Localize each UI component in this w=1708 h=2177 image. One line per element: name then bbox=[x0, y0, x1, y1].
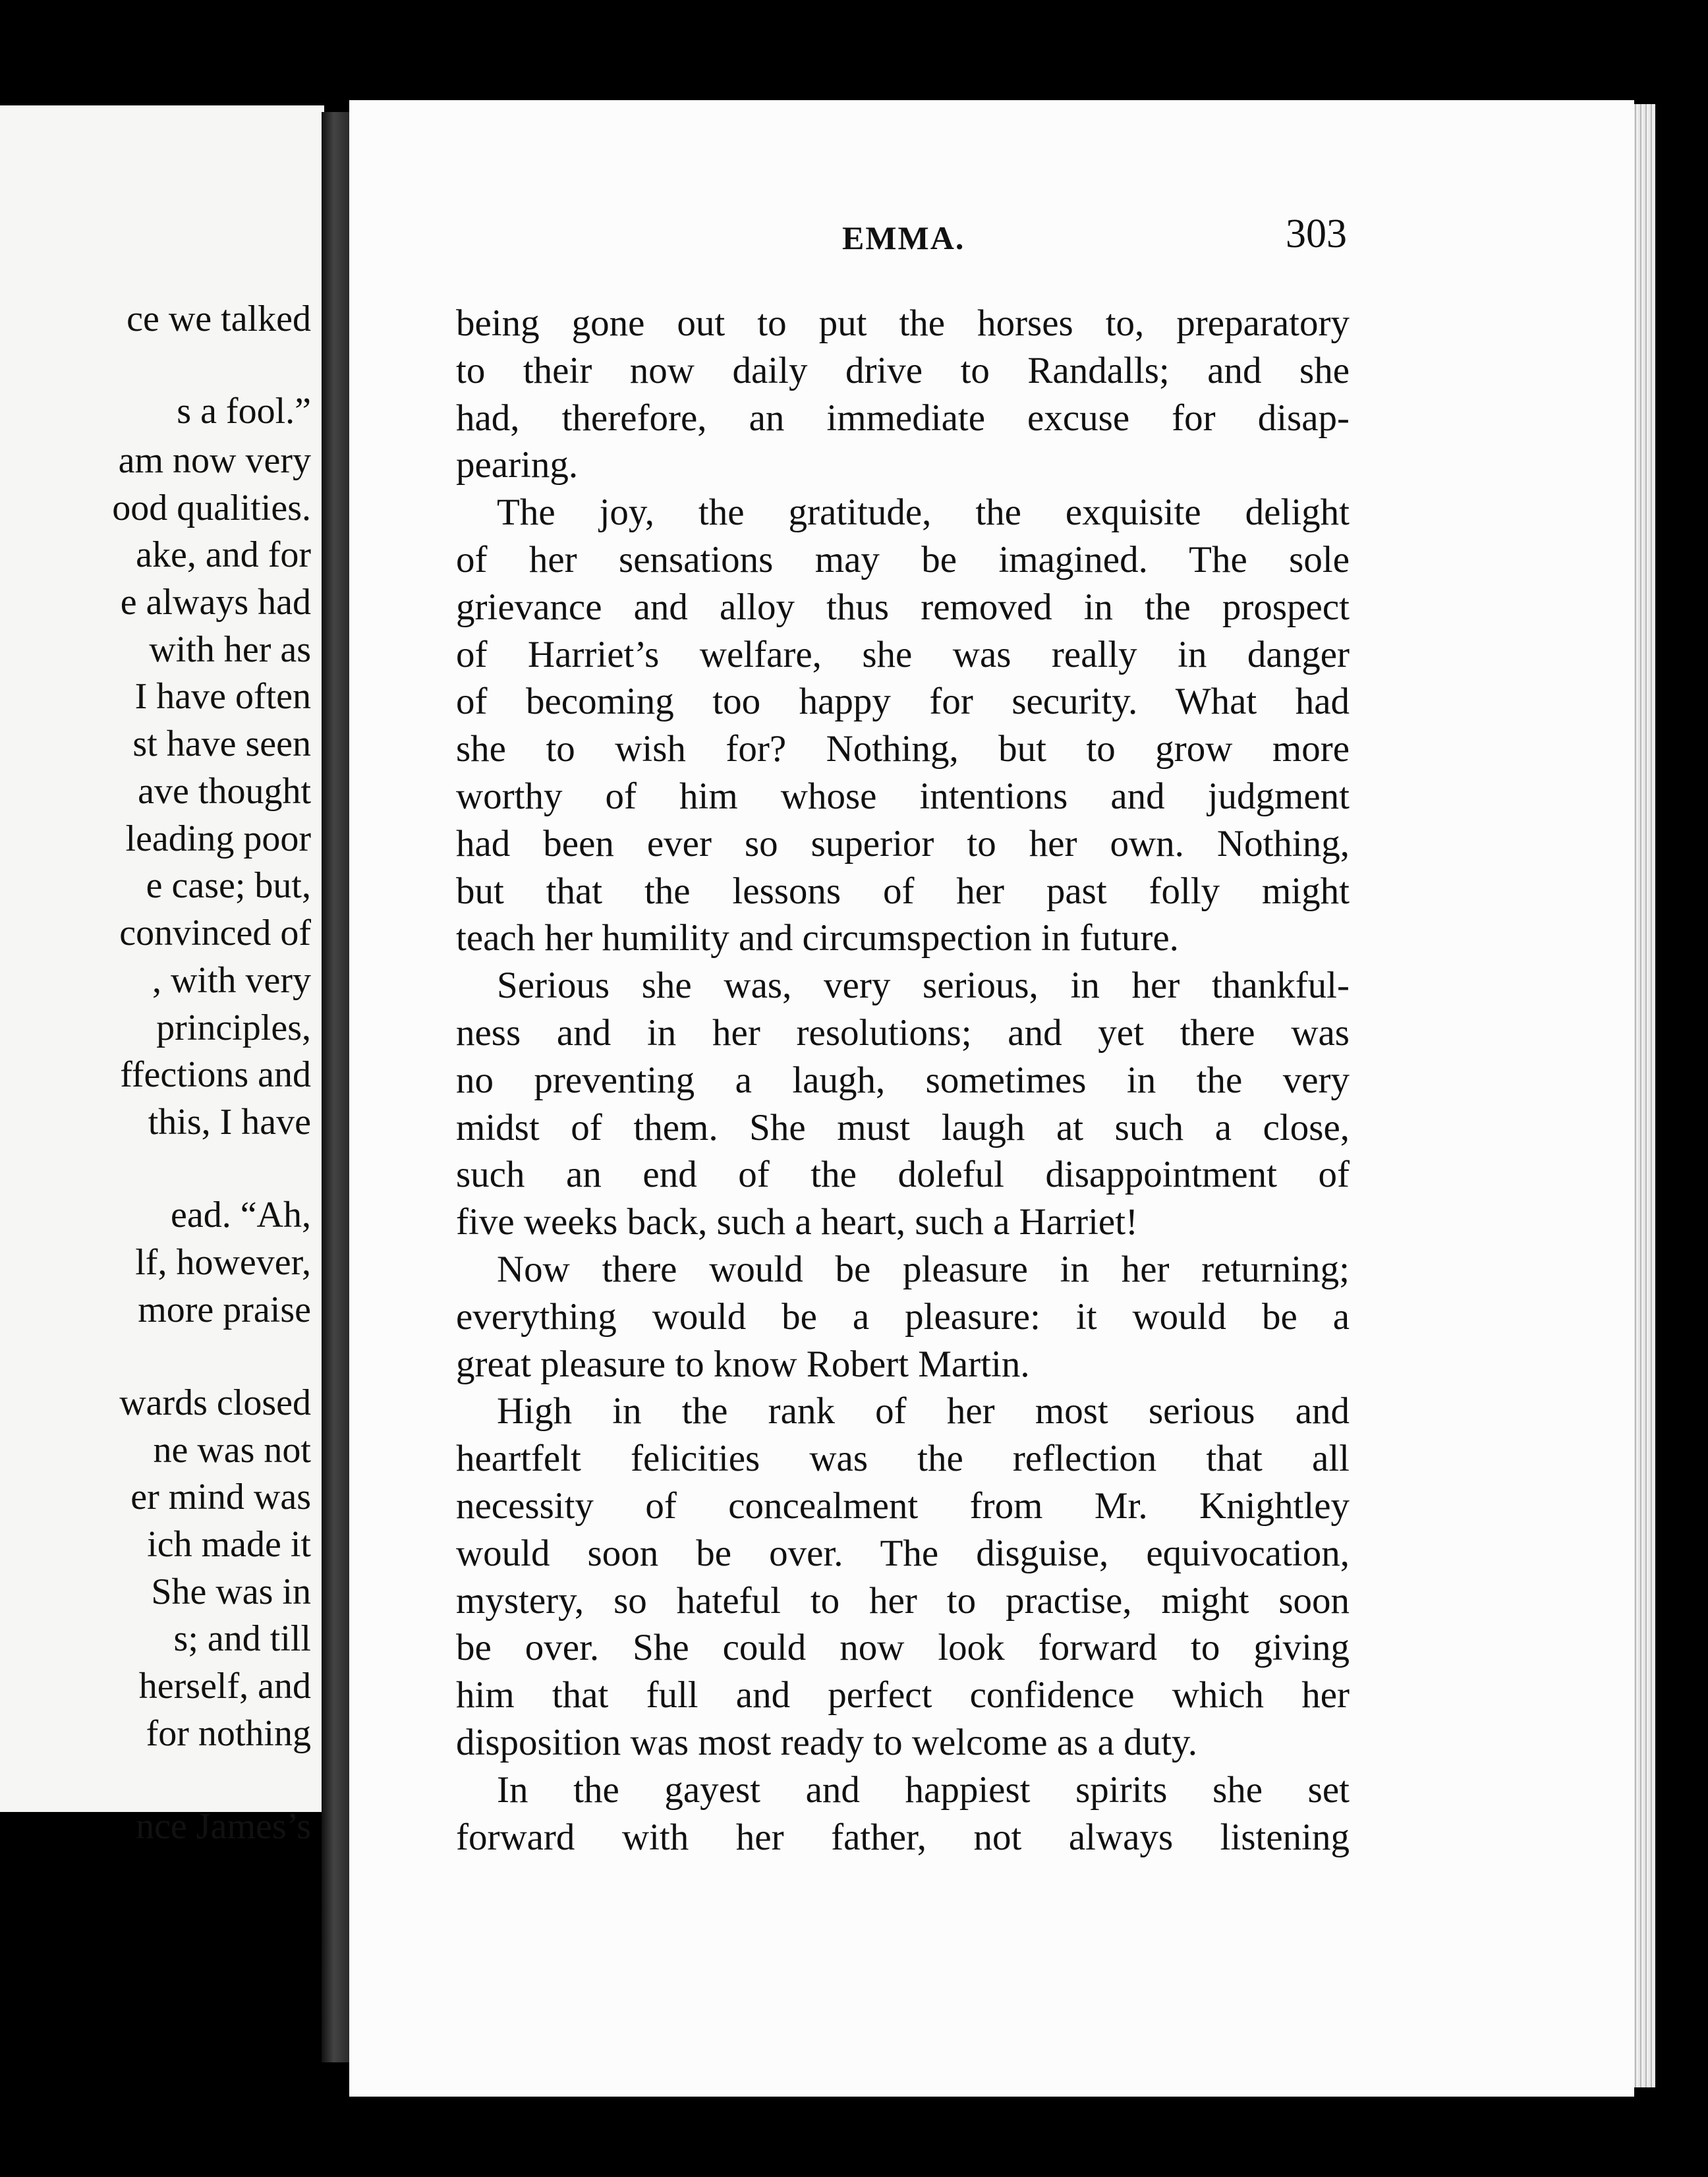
body-text-line: midst of them. She must laugh at such a close, bbox=[456, 1107, 1350, 1148]
left-page-line: principles, bbox=[156, 1007, 311, 1048]
right-page bbox=[349, 100, 1634, 2097]
left-page-line: this, I have bbox=[148, 1102, 311, 1143]
body-text-line: such an end of the doleful disappointment of bbox=[456, 1154, 1350, 1195]
body-text-line: ness and in her resolutions; and yet there was bbox=[456, 1012, 1350, 1054]
left-page-line: with her as bbox=[149, 629, 311, 670]
left-page-line: am now very bbox=[118, 440, 311, 481]
body-text-line: had been ever so superior to her own. Nothing, bbox=[456, 823, 1350, 864]
book-gutter bbox=[322, 112, 349, 2062]
running-head: EMMA. bbox=[842, 219, 965, 256]
left-page-line: wards closed bbox=[119, 1382, 311, 1423]
body-text-line: of Harriet’s welfare, she was really in danger bbox=[456, 634, 1350, 675]
body-text-line: of becoming too happy for security. What had bbox=[456, 681, 1350, 722]
body-text-line: High in the rank of her most serious and bbox=[497, 1390, 1350, 1432]
body-text-line: Now there would be pleasure in her returning; bbox=[497, 1249, 1350, 1290]
left-page-line: ne was not bbox=[153, 1430, 311, 1471]
left-page-line: ffections and bbox=[120, 1054, 311, 1095]
left-page-line: s a fool.” bbox=[177, 391, 311, 432]
body-text-line: great pleasure to know Robert Martin. bbox=[456, 1343, 1030, 1385]
left-page-line: convinced of bbox=[119, 913, 311, 953]
left-page-line: s; and till bbox=[173, 1618, 311, 1659]
body-text-line: him that full and perfect confidence which her bbox=[456, 1674, 1350, 1716]
left-page-line: more praise bbox=[138, 1289, 311, 1330]
body-text-line: she to wish for? Nothing, but to grow more bbox=[456, 728, 1350, 770]
left-page-line: , with very bbox=[152, 960, 311, 1001]
body-text-line: had, therefore, an immediate excuse for disap- bbox=[456, 397, 1350, 439]
left-page-line: ich made it bbox=[147, 1524, 311, 1565]
left-page-line: e always had bbox=[120, 582, 311, 623]
left-page-line: ood qualities. bbox=[112, 488, 311, 528]
left-page-line: ake, and for bbox=[136, 534, 311, 575]
body-text-line: no preventing a laugh, sometimes in the very bbox=[456, 1060, 1350, 1101]
left-page-line: nce James’s bbox=[136, 1806, 311, 1847]
body-text-line: to their now daily drive to Randalls; and she bbox=[456, 350, 1350, 391]
body-text-line: being gone out to put the horses to, preparatory bbox=[456, 302, 1350, 344]
left-page-line: ave thought bbox=[138, 771, 311, 812]
left-page-line: I have often bbox=[134, 676, 311, 717]
body-text-line: be over. She could now look forward to giving bbox=[456, 1627, 1350, 1668]
page-number: 303 bbox=[1286, 212, 1347, 256]
left-page-line: for nothing bbox=[146, 1713, 311, 1754]
body-text-line: The joy, the gratitude, the exquisite delight bbox=[497, 492, 1350, 533]
body-text-line: heartfelt felicities was the reflection that all bbox=[456, 1438, 1350, 1479]
body-text-line: of her sensations may be imagined. The sole bbox=[456, 539, 1350, 580]
body-text-line: teach her humility and circumspection in future. bbox=[456, 917, 1179, 959]
left-page-line: st have seen bbox=[132, 723, 311, 764]
left-page-line: ead. “Ah, bbox=[170, 1195, 311, 1235]
left-page-line: herself, and bbox=[138, 1666, 311, 1707]
left-page-line: leading poor bbox=[125, 818, 311, 859]
body-text-line: grievance and alloy thus removed in the prospect bbox=[456, 586, 1350, 628]
left-page-line: ce we talked bbox=[127, 298, 311, 339]
body-text-line: necessity of concealment from Mr. Knightley bbox=[456, 1485, 1350, 1527]
body-text-line: but that the lessons of her past folly might bbox=[456, 870, 1350, 912]
left-page-line: e case; but, bbox=[146, 865, 311, 906]
body-text-line: Serious she was, very serious, in her thankful- bbox=[497, 965, 1350, 1006]
body-text-line: pearing. bbox=[456, 444, 579, 486]
left-page-line: er mind was bbox=[130, 1477, 311, 1517]
body-text-line: worthy of him whose intentions and judgment bbox=[456, 776, 1350, 817]
left-page bbox=[0, 105, 324, 1847]
body-text-line: In the gayest and happiest spirits she set bbox=[497, 1769, 1350, 1811]
body-text-line: mystery, so hateful to her to practise, might soon bbox=[456, 1580, 1350, 1622]
body-text-line: forward with her father, not always listening bbox=[456, 1817, 1350, 1858]
left-page-line: She was in bbox=[151, 1571, 311, 1612]
left-page-line: lf, however, bbox=[135, 1242, 311, 1283]
body-text-line: would soon be over. The disguise, equivocation, bbox=[456, 1533, 1350, 1574]
body-text-line: five weeks back, such a heart, such a Harriet! bbox=[456, 1201, 1139, 1243]
body-text-line: disposition was most ready to welcome as a duty. bbox=[456, 1722, 1198, 1763]
body-text-line: everything would be a pleasure: it would be a bbox=[456, 1296, 1350, 1338]
